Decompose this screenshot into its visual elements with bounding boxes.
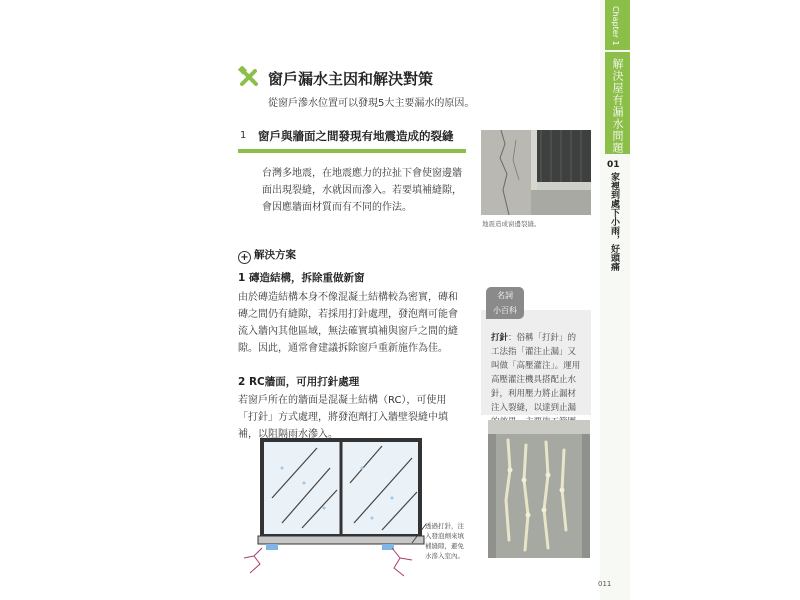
solution1-heading: 1 磚造結構，拆除重做新窗 <box>238 272 365 284</box>
chapter-subtitle: 家裡到處下小雨，好頭痛 <box>609 172 619 271</box>
solution2-heading: 2 RC牆面，可用打針處理 <box>238 376 360 388</box>
solution2-paragraph: 若窗戶所在的牆面是混凝土結構（RC），可使用「打針」方式處理，將發泡劑打入牆壁裂縫中填補，以阻隔雨水滲入。 <box>238 395 448 440</box>
injection-photo <box>488 420 590 558</box>
crack-photo <box>481 130 591 215</box>
section-number: 1 <box>240 130 247 141</box>
glossary-term: 打針 <box>491 333 509 343</box>
section-underline <box>238 149 466 153</box>
glossary-definition: ：俗稱「打針」的工法指「灌注止漏」又叫做「高壓灌注」。運用高壓灌注機具搭配止水針，利用壓力將止漏材注入裂縫，以達到止漏 <box>491 333 581 413</box>
glossary-badge <box>486 287 524 319</box>
page-title: 窗戶漏水主因和解決對策 <box>268 70 434 88</box>
solution1-paragraph: 由於磚造結構本身不像混凝土結構較為密實，磚和磚之間仍有縫隙，若採用打針處理，發泡劑可能會流入牆內其他區域，無法確實填補與窗戶之間的縫隙。因此，通常會建議拆除窗戶重新施作為佳。 <box>238 292 458 354</box>
section-title: 窗戶與牆面之間發現有地震造成的裂縫 <box>258 129 454 143</box>
chapter-tab <box>605 0 630 50</box>
badge-line1: 名詞 <box>497 291 513 300</box>
figure-note: 透過打針，注入發泡劑來填補縫隙，避免水滲入室內。 <box>425 522 464 560</box>
section-tab <box>605 52 630 154</box>
plus-circle-icon: + <box>238 251 251 264</box>
chapter-number: 01 <box>607 160 620 170</box>
chapter-tab-label: Chapter 1 <box>611 6 620 46</box>
page-subtitle: 從窗戶滲水位置可以發現5大主要漏水的原因。 <box>268 98 475 109</box>
section-paragraph: 台灣多地震，在地震應力的拉扯下會使窗邊牆面出現裂縫，水就因而滲入。若要填補縫隙，會因應牆面材質而有不同的作法。 <box>262 168 462 213</box>
badge-line2: 小百科 <box>493 306 517 315</box>
photo1-caption: 地震造成窗邊裂縫。 <box>482 220 541 228</box>
page-number: 011 <box>598 580 612 588</box>
solution-label: 解決方案 <box>254 249 296 261</box>
section-tab-label: 解決屋有漏水問題 <box>611 58 624 154</box>
tools-icon <box>238 66 260 88</box>
solution-heading <box>238 247 296 264</box>
